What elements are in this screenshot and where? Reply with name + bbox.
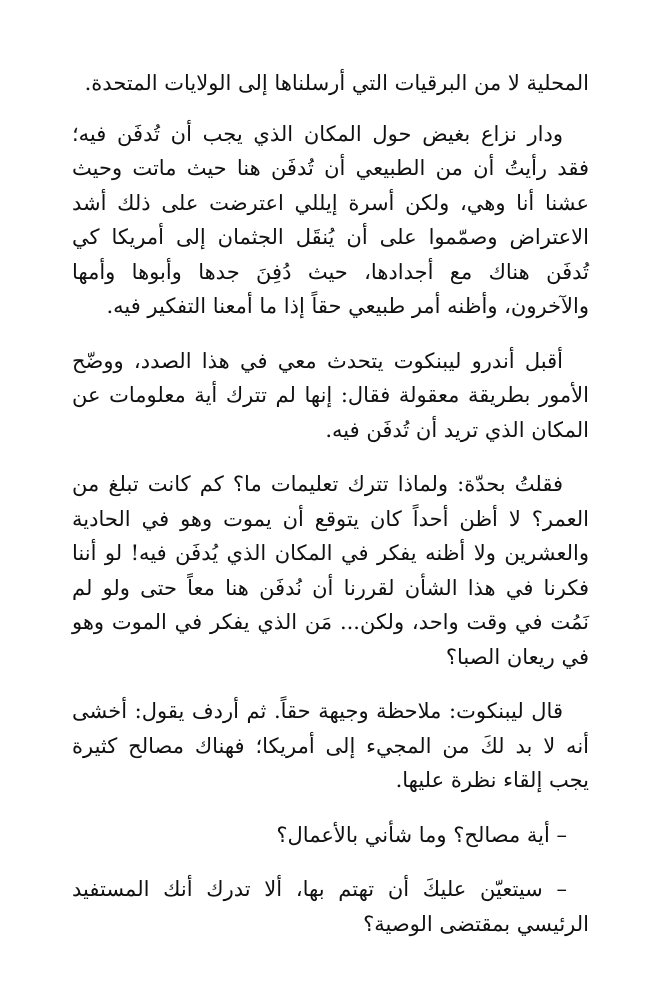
dialogue-line-2: – سيتعيّن عليكَ أن تهتم بها، ألا تدرك أنك المستفيد الرئيسي بمقتضى الوصية؟ [72, 877, 589, 936]
dialogue-line-1: – أية مصالح؟ وما شأني بالأعمال؟ [276, 822, 567, 847]
paragraph-continuation: المحلية لا من البرقيات التي أرسلناها إلى الولايات المتحدة. [84, 71, 589, 95]
paragraph-america-interests: قال ليبنكوت: ملاحظة وجيهة حقاً. ثم أردف يقول: أخشى أنه لا بد لكَ من المجيء إلى أمريكا؛ فهناك مصالح كثيرة يجب إلقاء نظرة عليها. [72, 699, 589, 792]
paragraph-burial-dispute: ودار نزاع بغيض حول المكان الذي يجب أن تُدفَن فيه؛ فقد رأيتُ أن من الطبيعي أن تُدفَن هنا حيث ماتت وحيث عشنا أنا وهي، ولكن أسرة إيللي اعترضت على ذلك أشد الاعتراض وصمّموا على أن يُنقَل الجثمان إلى أمريكا كي تُدفَن هناك مع أجدادها، حيث دُفِنَ جدها وأبوها وأمها والآخرون، وأظنه أمر طبيعي حقاً إذا ما أمعنا التفكير فيه. [72, 121, 589, 318]
paragraph-lippincott: أقبل أندرو ليبنكوت يتحدث معي في هذا الصدد، ووضّح الأمور بطريقة معقولة فقال: إنها لم تترك أية معلومات عن المكان الذي تريد أن تُدفَن فيه. [72, 348, 589, 442]
paragraph-sharp-reply: فقلتُ بحدّة: ولماذا تترك تعليمات ما؟ كم كانت تبلغ من العمر؟ لا أظن أحداً كان يتوقع أن يموت وهو في الحادية والعشرين ولا أظنه يفكر في المكان الذي يُدفَن فيه! لو أننا فكرنا في هذا الشأن لقررنا أن نُدفَن هنا معاً حتى ولو لم نَمُت في وقت واحد، ولكن... مَن الذي يفكر في الموت وهو في ريعان الصبا؟ [72, 472, 589, 669]
